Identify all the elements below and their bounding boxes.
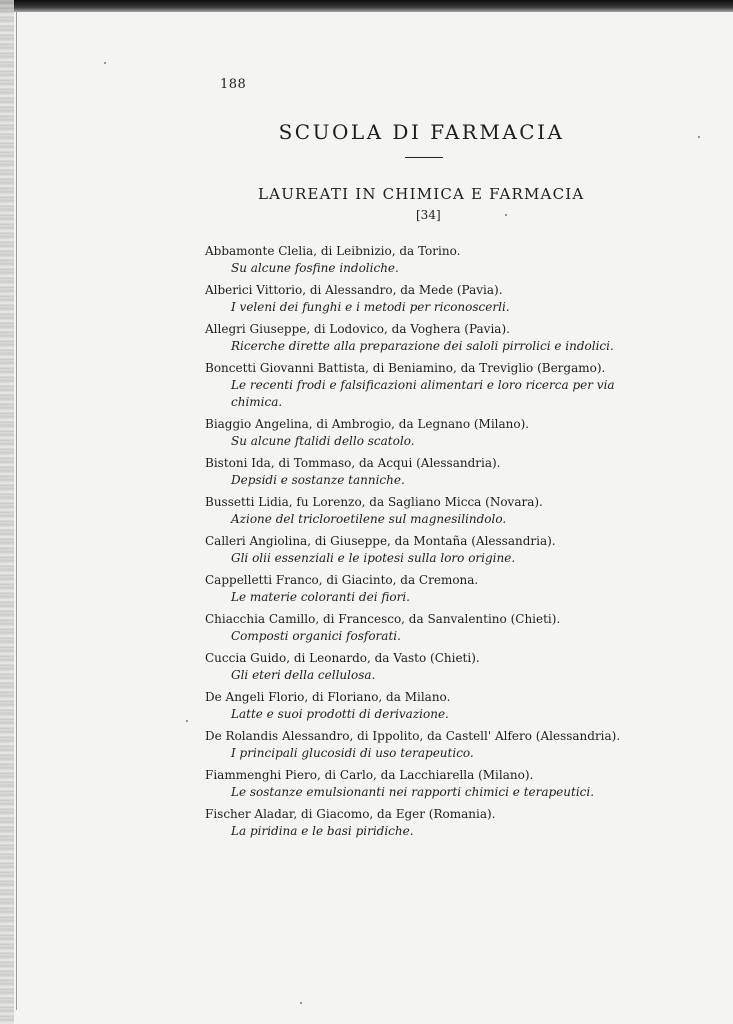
thesis-title: Su alcune fosfine indoliche. — [231, 261, 399, 275]
thesis-title: Le recenti frodi e falsificazioni alimentari e loro ricerca per via chimica. — [231, 378, 615, 409]
thesis-title: I principali glucosidi di uso terapeutico. — [231, 746, 474, 760]
scan-speck — [300, 1002, 302, 1004]
list-item — [205, 728, 705, 762]
graduate-name: Fischer Aladar, di Giacomo, da Eger (Romania). — [205, 807, 496, 821]
graduate-name: Chiacchia Camillo, di Francesco, da Sanvalentino (Chieti). — [205, 612, 561, 626]
graduate-name: Bistoni Ida, di Tommaso, da Acqui (Alessandria). — [205, 456, 501, 470]
page-number: 188 — [220, 77, 247, 92]
list-item — [205, 282, 705, 316]
thesis-title: Le sostanze emulsionanti nei rapporti chimici e terapeutici. — [231, 785, 595, 799]
list-item — [205, 243, 705, 277]
graduate-name: Cappelletti Franco, di Giacinto, da Cremona. — [205, 573, 479, 587]
scan-edge-line — [16, 10, 17, 1010]
graduate-list — [205, 243, 705, 845]
thesis-title: La piridina e le basi piridiche. — [231, 824, 414, 838]
graduate-name: Cuccia Guido, di Leonardo, da Vasto (Chieti). — [205, 651, 480, 665]
graduate-count: [34] — [416, 208, 441, 222]
list-item — [205, 650, 705, 684]
list-item — [205, 689, 705, 723]
graduate-name: Biaggio Angelina, di Ambrogio, da Legnano (Milano). — [205, 417, 530, 431]
thesis-title: Depsidi e sostanze tanniche. — [231, 473, 405, 487]
thesis-title: Gli eteri della cellulosa. — [231, 668, 376, 682]
list-item — [205, 455, 705, 489]
list-item — [205, 611, 705, 645]
thesis-title: Le materie coloranti dei fiori. — [231, 590, 410, 604]
list-item — [205, 533, 705, 567]
scan-speck — [186, 720, 188, 722]
thesis-title: Latte e suoi prodotti di derivazione. — [231, 707, 449, 721]
scan-speck — [104, 62, 106, 64]
list-item — [205, 572, 705, 606]
graduate-name: De Rolandis Alessandro, di Ippolito, da Castell' Alfero (Alessandria). — [205, 729, 621, 743]
graduate-name: De Angeli Florio, di Floriano, da Milano. — [205, 690, 451, 704]
thesis-title: Azione del tricloroetilene sul magnesilindolo. — [231, 512, 507, 526]
graduate-name: Abbamonte Clelia, di Leibnizio, da Torino. — [205, 244, 461, 258]
section-title: LAUREATI IN CHIMICA E FARMACIA — [258, 185, 585, 203]
scan-binding-edge — [0, 0, 14, 1024]
title-divider — [405, 157, 443, 158]
list-item — [205, 416, 705, 450]
list-item — [205, 806, 705, 840]
page-title: SCUOLA DI FARMACIA — [278, 120, 565, 144]
thesis-title: Ricerche dirette alla preparazione dei saloli pirrolici e indolici. — [231, 339, 614, 353]
graduate-name: Allegri Giuseppe, di Lodovico, da Voghera (Pavia). — [205, 322, 510, 336]
scan-top-edge — [0, 0, 733, 12]
graduate-name: Alberici Vittorio, di Alessandro, da Mede (Pavia). — [205, 283, 503, 297]
list-item — [205, 360, 705, 411]
scan-speck — [505, 214, 507, 216]
list-item — [205, 767, 705, 801]
list-item — [205, 494, 705, 528]
graduate-name: Fiammenghi Piero, di Carlo, da Lacchiarella (Milano). — [205, 768, 534, 782]
thesis-title: I veleni dei funghi e i metodi per riconoscerli. — [231, 300, 510, 314]
graduate-name: Calleri Angiolina, di Giuseppe, da Montaña (Alessandria). — [205, 534, 556, 548]
graduate-name: Boncetti Giovanni Battista, di Beniamino, da Treviglio (Bergamo). — [205, 361, 606, 375]
list-item — [205, 321, 705, 355]
graduate-name: Bussetti Lidia, fu Lorenzo, da Sagliano Micca (Novara). — [205, 495, 543, 509]
thesis-title: Su alcune ftalidi dello scatolo. — [231, 434, 415, 448]
thesis-title: Composti organici fosforati. — [231, 629, 401, 643]
thesis-title: Gli olii essenziali e le ipotesi sulla loro origine. — [231, 551, 516, 565]
